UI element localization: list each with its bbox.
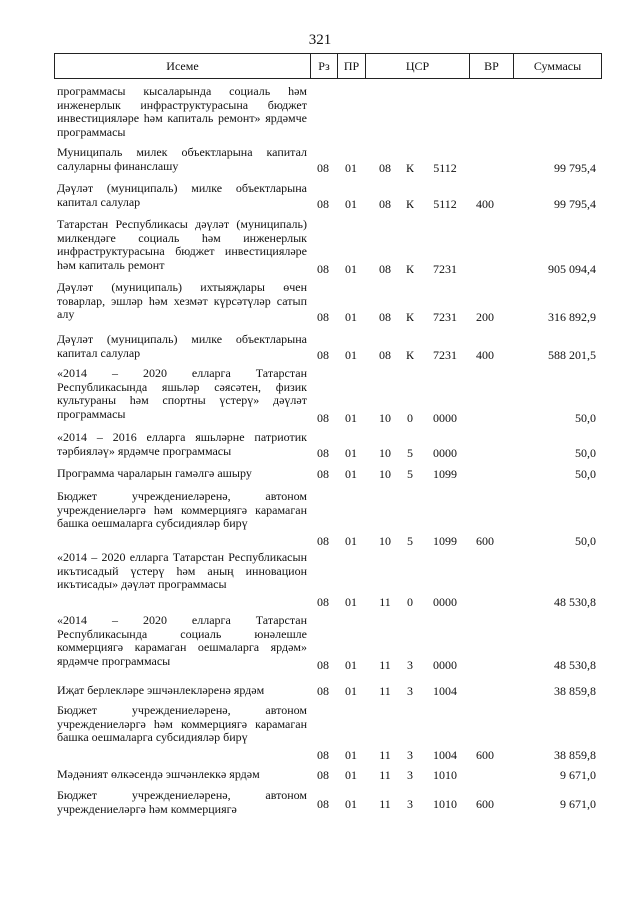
cell-name: программасы кысаларында социаль һәм инженерлык инфраструктурасына бюджет инвестицияләре һәм капиталь ремонт» ярдәмче программасы bbox=[57, 84, 307, 139]
cell-sum: 50,0 bbox=[575, 534, 596, 548]
cell-csr-direction: 1004 bbox=[433, 748, 457, 762]
cell-csr-subprogram: 0 bbox=[407, 411, 413, 425]
cell-csr-program: 11 bbox=[379, 658, 391, 672]
cell-name: Бюджет учреждениеләренә, автоном учреждениеләргә һәм коммерциягә карамаган башка оешмаларга субсидияләр бирү bbox=[57, 489, 307, 530]
header-name: Исеме bbox=[55, 54, 311, 78]
cell-csr-subprogram: К bbox=[405, 310, 414, 324]
cell-csr-direction: 5112 bbox=[433, 161, 457, 175]
cell-name: Муниципаль милек объектларына капитал салуларны финанслашу bbox=[57, 145, 307, 173]
cell-pr: 01 bbox=[345, 446, 357, 460]
cell-csr-direction: 5112 bbox=[433, 197, 457, 211]
cell-csr-direction: 0000 bbox=[433, 658, 457, 672]
cell-vr: 600 bbox=[476, 534, 494, 548]
cell-rz: 08 bbox=[317, 797, 329, 811]
cell-name: Дәүләт (муниципаль) милке объектларына капитал салулар bbox=[57, 332, 307, 360]
cell-sum: 9 671,0 bbox=[560, 768, 596, 782]
header-pr: ПР bbox=[338, 54, 366, 78]
cell-rz: 08 bbox=[317, 768, 329, 782]
cell-pr: 01 bbox=[345, 768, 357, 782]
cell-pr: 01 bbox=[345, 658, 357, 672]
cell-vr: 200 bbox=[476, 310, 494, 324]
cell-csr-subprogram: 3 bbox=[407, 797, 413, 811]
cell-sum: 48 530,8 bbox=[554, 658, 596, 672]
cell-csr-program: 08 bbox=[379, 197, 391, 211]
cell-sum: 99 795,4 bbox=[554, 197, 596, 211]
page-number: 321 bbox=[308, 32, 332, 48]
cell-pr: 01 bbox=[345, 467, 357, 481]
cell-pr: 01 bbox=[345, 348, 357, 362]
cell-vr: 400 bbox=[476, 348, 494, 362]
cell-name: Бюджет учреждениеләренә, автоном учреждениеләргә һәм коммерциягә карамаган башка оешмаларга субсидияләр бирү bbox=[57, 703, 307, 744]
cell-pr: 01 bbox=[345, 411, 357, 425]
cell-sum: 48 530,8 bbox=[554, 595, 596, 609]
cell-csr-direction: 0000 bbox=[433, 595, 457, 609]
cell-name: Бюджет учреждениеләренә, автоном учреждениеләргә һәм коммерциягә bbox=[57, 788, 307, 816]
cell-rz: 08 bbox=[317, 467, 329, 481]
cell-csr-program: 08 bbox=[379, 348, 391, 362]
table-header bbox=[54, 53, 602, 79]
header-vr: ВР bbox=[470, 54, 514, 78]
cell-pr: 01 bbox=[345, 161, 357, 175]
header-sum: Суммасы bbox=[533, 59, 582, 73]
cell-csr-program: 10 bbox=[379, 411, 391, 425]
header-csr: ЦСР bbox=[366, 54, 470, 78]
cell-name: Мәдәният өлкәсендә эшчәнлеккә ярдәм bbox=[57, 767, 260, 781]
cell-csr-direction: 1099 bbox=[433, 467, 457, 481]
cell-name: Программа чараларын гамәлгә ашыру bbox=[57, 466, 252, 480]
cell-rz: 08 bbox=[317, 595, 329, 609]
cell-name: Дәүләт (муниципаль) милке объектларына капитал салулар bbox=[57, 181, 307, 209]
cell-sum: 38 859,8 bbox=[554, 684, 596, 698]
cell-rz: 08 bbox=[317, 748, 329, 762]
cell-name: Дәүләт (муниципаль) ихтыяҗлары өчен товарлар, эшләр һәм хезмәт күрсәтүләр сатып алу bbox=[57, 280, 307, 321]
cell-csr-direction: 1010 bbox=[433, 797, 457, 811]
cell-sum: 99 795,4 bbox=[554, 161, 596, 175]
cell-sum: 588 201,5 bbox=[548, 348, 596, 362]
cell-rz: 08 bbox=[317, 684, 329, 698]
cell-csr-direction: 1010 bbox=[433, 768, 457, 782]
cell-csr-program: 08 bbox=[379, 310, 391, 324]
cell-csr-program: 11 bbox=[379, 768, 391, 782]
cell-csr-direction: 0000 bbox=[433, 411, 457, 425]
cell-csr-program: 10 bbox=[379, 446, 391, 460]
cell-csr-direction: 7231 bbox=[433, 310, 457, 324]
header-rz: Рз bbox=[311, 54, 338, 78]
cell-rz: 08 bbox=[317, 348, 329, 362]
cell-csr-program: 10 bbox=[379, 467, 391, 481]
cell-csr-subprogram: 3 bbox=[407, 748, 413, 762]
cell-rz: 08 bbox=[317, 446, 329, 460]
cell-pr: 01 bbox=[345, 262, 357, 276]
cell-name: «2014 – 2020 елларга Татарстан Республикасында социаль юнәлешле коммерциягә карамаган оешмаларга ярдәм» ярдәмче программасы bbox=[57, 613, 307, 668]
cell-csr-subprogram: 3 bbox=[407, 684, 413, 698]
cell-name: Иҗат берлекләре эшчәнлекләренә ярдәм bbox=[57, 683, 265, 697]
cell-pr: 01 bbox=[345, 595, 357, 609]
cell-csr-direction: 1099 bbox=[433, 534, 457, 548]
cell-csr-subprogram: К bbox=[405, 262, 414, 276]
cell-pr: 01 bbox=[345, 197, 357, 211]
cell-sum: 50,0 bbox=[575, 411, 596, 425]
cell-csr-subprogram: К bbox=[405, 197, 414, 211]
cell-csr-program: 11 bbox=[379, 748, 391, 762]
cell-csr-subprogram: К bbox=[405, 348, 414, 362]
cell-csr-subprogram: 5 bbox=[407, 534, 413, 548]
cell-name: «2014 – 2020 елларга Татарстан Республикасын икътисадый үстерү һәм аның инновацион икътисады» дәүләт программасы bbox=[57, 550, 307, 591]
cell-rz: 08 bbox=[317, 411, 329, 425]
cell-rz: 08 bbox=[317, 197, 329, 211]
cell-csr-subprogram: К bbox=[405, 161, 414, 175]
cell-rz: 08 bbox=[317, 534, 329, 548]
cell-pr: 01 bbox=[345, 797, 357, 811]
cell-rz: 08 bbox=[317, 262, 329, 276]
cell-pr: 01 bbox=[345, 534, 357, 548]
cell-vr: 400 bbox=[476, 197, 494, 211]
cell-csr-direction: 7231 bbox=[433, 262, 457, 276]
cell-csr-subprogram: 5 bbox=[407, 467, 413, 481]
cell-sum: 50,0 bbox=[575, 446, 596, 460]
cell-csr-direction: 1004 bbox=[433, 684, 457, 698]
cell-csr-direction: 0000 bbox=[433, 446, 457, 460]
cell-pr: 01 bbox=[345, 310, 357, 324]
cell-pr: 01 bbox=[345, 684, 357, 698]
cell-vr: 600 bbox=[476, 748, 494, 762]
cell-name: «2014 – 2016 елларга яшьләрне патриотик тәрбияләү» ярдәмче программасы bbox=[57, 430, 307, 458]
cell-name: Татарстан Республикасы дәүләт (муниципаль) милкендәге социаль һәм инженерлык инфраструктурасына бюджет инвестицияләре һәм капиталь ремонт bbox=[57, 217, 307, 272]
cell-csr-program: 08 bbox=[379, 262, 391, 276]
cell-csr-subprogram: 0 bbox=[407, 595, 413, 609]
cell-csr-program: 11 bbox=[379, 595, 391, 609]
cell-vr: 600 bbox=[476, 797, 494, 811]
cell-sum: 50,0 bbox=[575, 467, 596, 481]
cell-csr-direction: 7231 bbox=[433, 348, 457, 362]
cell-pr: 01 bbox=[345, 748, 357, 762]
cell-sum: 316 892,9 bbox=[548, 310, 596, 324]
cell-rz: 08 bbox=[317, 161, 329, 175]
cell-sum: 38 859,8 bbox=[554, 748, 596, 762]
cell-csr-program: 11 bbox=[379, 684, 391, 698]
cell-csr-subprogram: 3 bbox=[407, 768, 413, 782]
cell-rz: 08 bbox=[317, 658, 329, 672]
cell-sum: 905 094,4 bbox=[548, 262, 596, 276]
cell-csr-subprogram: 3 bbox=[407, 658, 413, 672]
cell-sum: 9 671,0 bbox=[560, 797, 596, 811]
cell-csr-program: 10 bbox=[379, 534, 391, 548]
cell-csr-program: 11 bbox=[379, 797, 391, 811]
cell-rz: 08 bbox=[317, 310, 329, 324]
cell-csr-program: 08 bbox=[379, 161, 391, 175]
cell-name: «2014 – 2020 елларга Татарстан Республикасында яшьләр сәясәтен, физик культураны һәм спортны үстерү» дәүләт программасы bbox=[57, 366, 307, 421]
cell-csr-subprogram: 5 bbox=[407, 446, 413, 460]
